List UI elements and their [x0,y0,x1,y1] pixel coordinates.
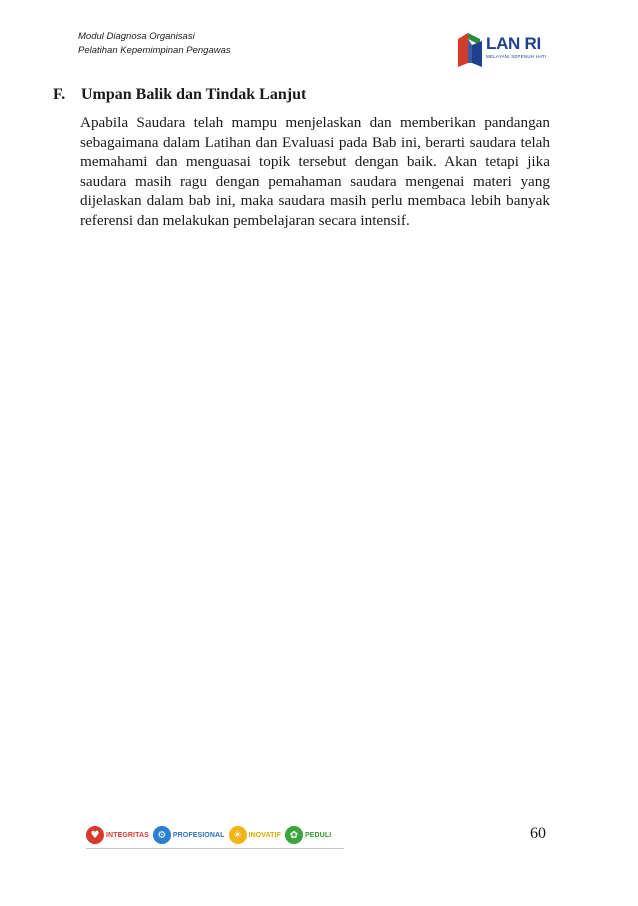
badge-label: PROFESIONAL [172,831,225,839]
badge-integritas [86,826,149,844]
badge-peduli [285,826,331,844]
section-paragraph: Apabila Saudara telah mampu menjelaskan dan memberikan pandangan sebagaimana dalam Latihan dan Evaluasi pada Bab ini, berarti saudara telah memahami dan menguasai topik tersebut dengan baik. Akan tetapi jika saudara masih ragu dengan pemahaman saudara mengenai materi yang dijelaskan dalam bab ini, maka saudara masih perlu membaca lebih banyak referensi dan melakukan pembelajaran secara intensif. [80,114,550,229]
handshake-icon: ♥ [86,826,104,844]
badge-label: INTEGRITAS [106,831,149,839]
badge-label: PEDULI [304,831,332,839]
module-title: Modul Diagnosa Organisasi [78,31,195,42]
course-title: Pelatihan Kepemimpinan Pengawas [78,45,231,56]
badge-label: INOVATIF [248,831,281,839]
care-hands-icon: ✿ [285,826,303,844]
section-heading [53,86,306,104]
section-letter: F. [53,86,66,103]
core-values-banner [86,822,344,849]
section-title: Umpan Balik dan Tindak Lanjut [81,86,307,103]
logo-text: LAN RI [486,34,541,53]
badge-profesional [153,826,225,844]
badge-inovatif [229,826,281,844]
gear-icon: ⚙ [153,826,171,844]
lightbulb-icon: ☀ [229,826,247,844]
running-header [78,30,231,58]
lan-ri-logo-mark [456,31,486,69]
logo-tagline: MELAYANI SEPENUH HATI [486,54,547,59]
page-number: 60 [530,825,546,842]
lan-ri-logo [456,31,568,69]
